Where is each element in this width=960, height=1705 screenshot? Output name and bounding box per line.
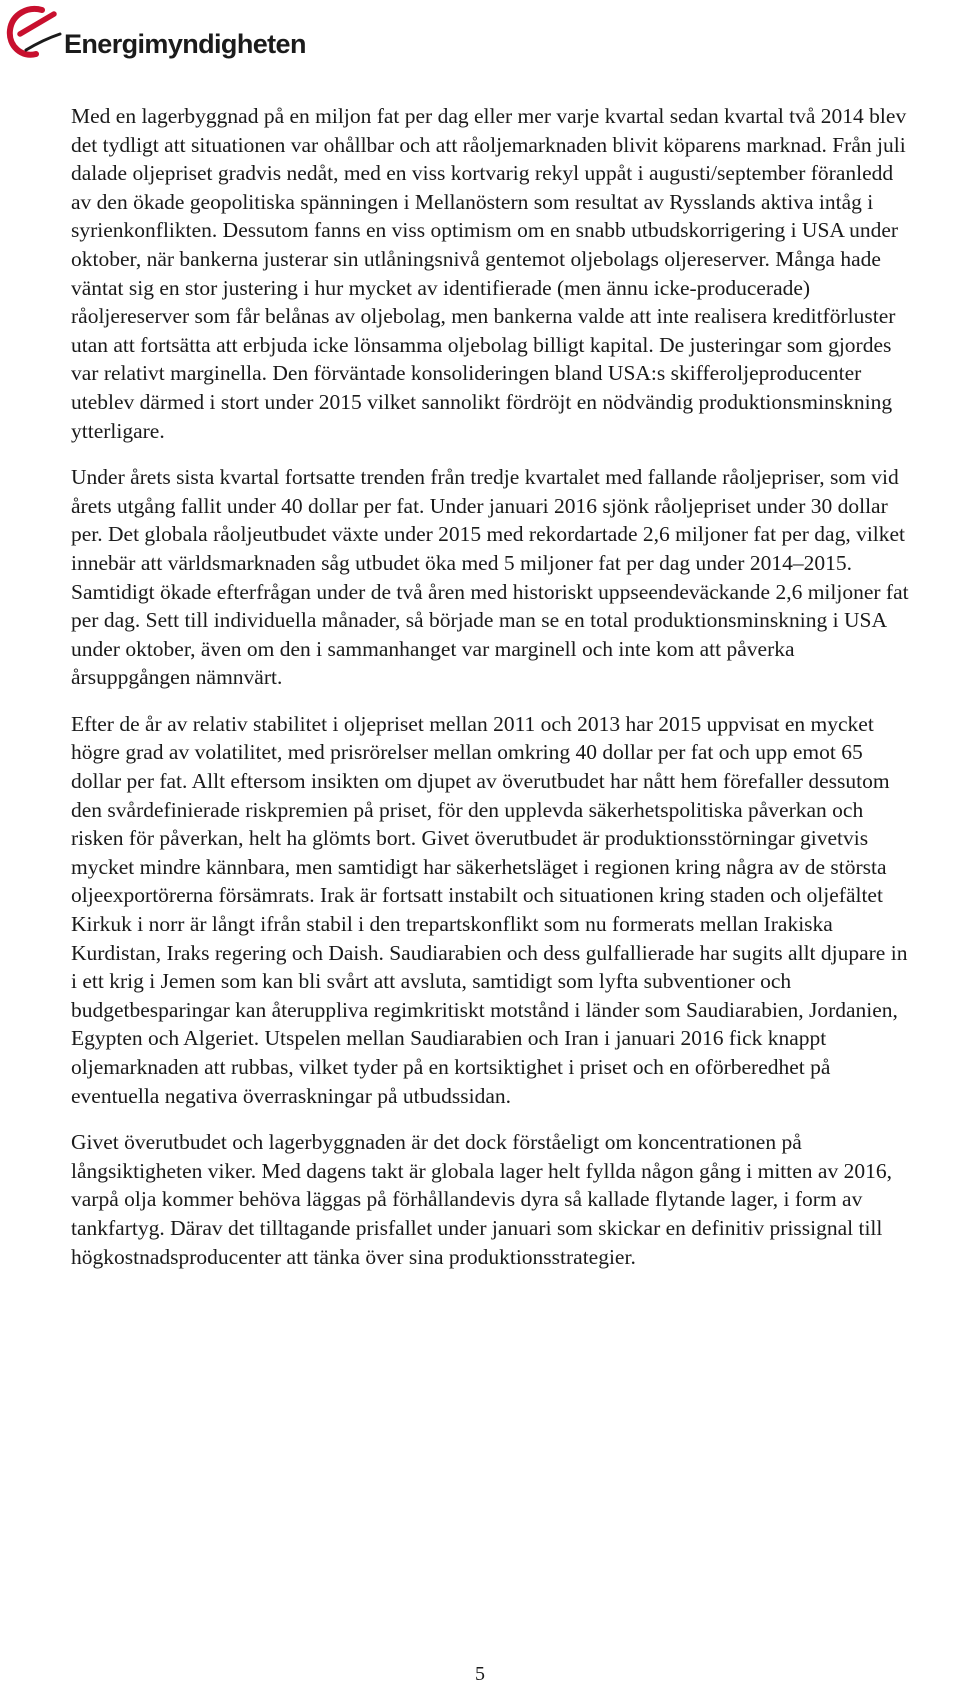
paragraph-1: Med en lagerbyggnad på en miljon fat per dag eller mer varje kvartal sedan kvartal två 2014 blev det tydligt att situationen var ohållbar och att råoljemarknaden blivit köparens marknad. Från juli dalade oljepriset gradvis nedåt, med en viss kortvarig rekyl uppåt i augusti/september föranledd av den ökade geopolitiska spänningen i Mellanöstern som resultat av Rysslands aktiva intåg i syrienkonflikten. Dessutom fanns en viss optimism om en snabb utbudskorrigering i USA under oktober, när bankerna justerar sin utlåningsnivå gentemot oljebolags oljereserver. Många hade väntat sig en stor justering i hur mycket av identifierade (men ännu icke-producerade) råoljereserver som får belånas av oljebolag, men bankerna valde att inte realisera kreditförluster utan att fortsätta att erbjuda icke lönsamma oljebolag billigt kapital. De justeringar som gjordes var relativt marginella. Den förväntade konsolideringen bland USA:s skifferoljeproducenter uteblev därmed i stort under 2015 vilket sannolikt fördröjt en nödvändig produktionsminskning ytterligare.	[71, 104, 907, 443]
logo-text: Energimyndigheten	[64, 29, 306, 59]
page-number: 5	[475, 1663, 485, 1685]
paragraph-3: Efter de år av relativ stabilitet i oljepriset mellan 2011 och 2013 har 2015 uppvisat en mycket högre grad av volatilitet, med prisrörelser mellan omkring 40 dollar per fat och upp emot 65 dollar per fat. Allt eftersom insikten om djupet av överutbudet har nått hem förefaller dessutom den svårdefinierade riskpremien på priset, för den upplevda säkerhetspolitiska påverkan och risken för påverkan, helt ha glömts bort. Givet överutbudet är produktionsstörningar givetvis mycket mindre kännbara, men samtidigt har säkerhetsläget i regionen kring några av de största oljeexportörerna försämrats. Irak är fortsatt instabilt och situationen kring staden och oljefältet Kirkuk i norr är långt ifrån stabil i den trepartskonflikt som nu formerats mellan Irakiska Kurdistan, Iraks regering och Daish. Saudiarabien och dess gulfallierade har sugits allt djupare in i ett krig i Jemen som kan bli svårt att avsluta, samtidigt som lyfta subventioner och budgetbesparingar kan återuppliva regimkritiskt motstånd i länder som Saudiarabien, Jordanien, Egypten och Algeriet. Utspelen mellan Saudiarabien och Iran i januari 2016 fick knappt oljemarknaden att rubbas, vilket tyder på en kortsiktighet i priset och en oförberedhet på eventuella negativa överraskningar på utbudssidan.	[71, 711, 908, 1108]
paragraph-4: Givet överutbudet och lagerbyggnaden är det dock förståeligt om koncentrationen på långsiktigheten viker. Med dagens takt är globala lager helt fyllda någon gång i mitten av 2016, varpå olja kommer behöva läggas på förhållandevis dyra så kallade flytande lager, i form av tankfartyg. Därav det tilltagande prisfallet under januari som skickar en definitiv prissignal till högkostnadsproducenter att tänka över sina produktionsstrategier.	[71, 1130, 892, 1269]
paragraph-2: Under årets sista kvartal fortsatte trenden från tredje kvartalet med fallande råoljepriser, som vid årets utgång fallit under 40 dollar per fat. Under januari 2016 sjönk råoljepriset under 30 dollar per. Det globala råoljeutbudet växte under 2015 med rekordartade 2,6 miljoner fat per dag, vilket innebär att världsmarknaden såg utbudet öka med 5 miljoner fat per dag under 2014–2015. Samtidigt ökade efterfrågan under de två åren med historiskt uppseendeväckande 2,6 miljoner fat per dag. Sett till individuella månader, så började man se en total produktionsminskning i USA under oktober, även om den i sammanhanget var marginell och inte kom att påverka årsuppgången nämnvärt.	[71, 465, 909, 690]
energimyndigheten-logo-icon	[6, 4, 68, 64]
document-body	[71, 102, 911, 1289]
page-header	[6, 4, 306, 64]
